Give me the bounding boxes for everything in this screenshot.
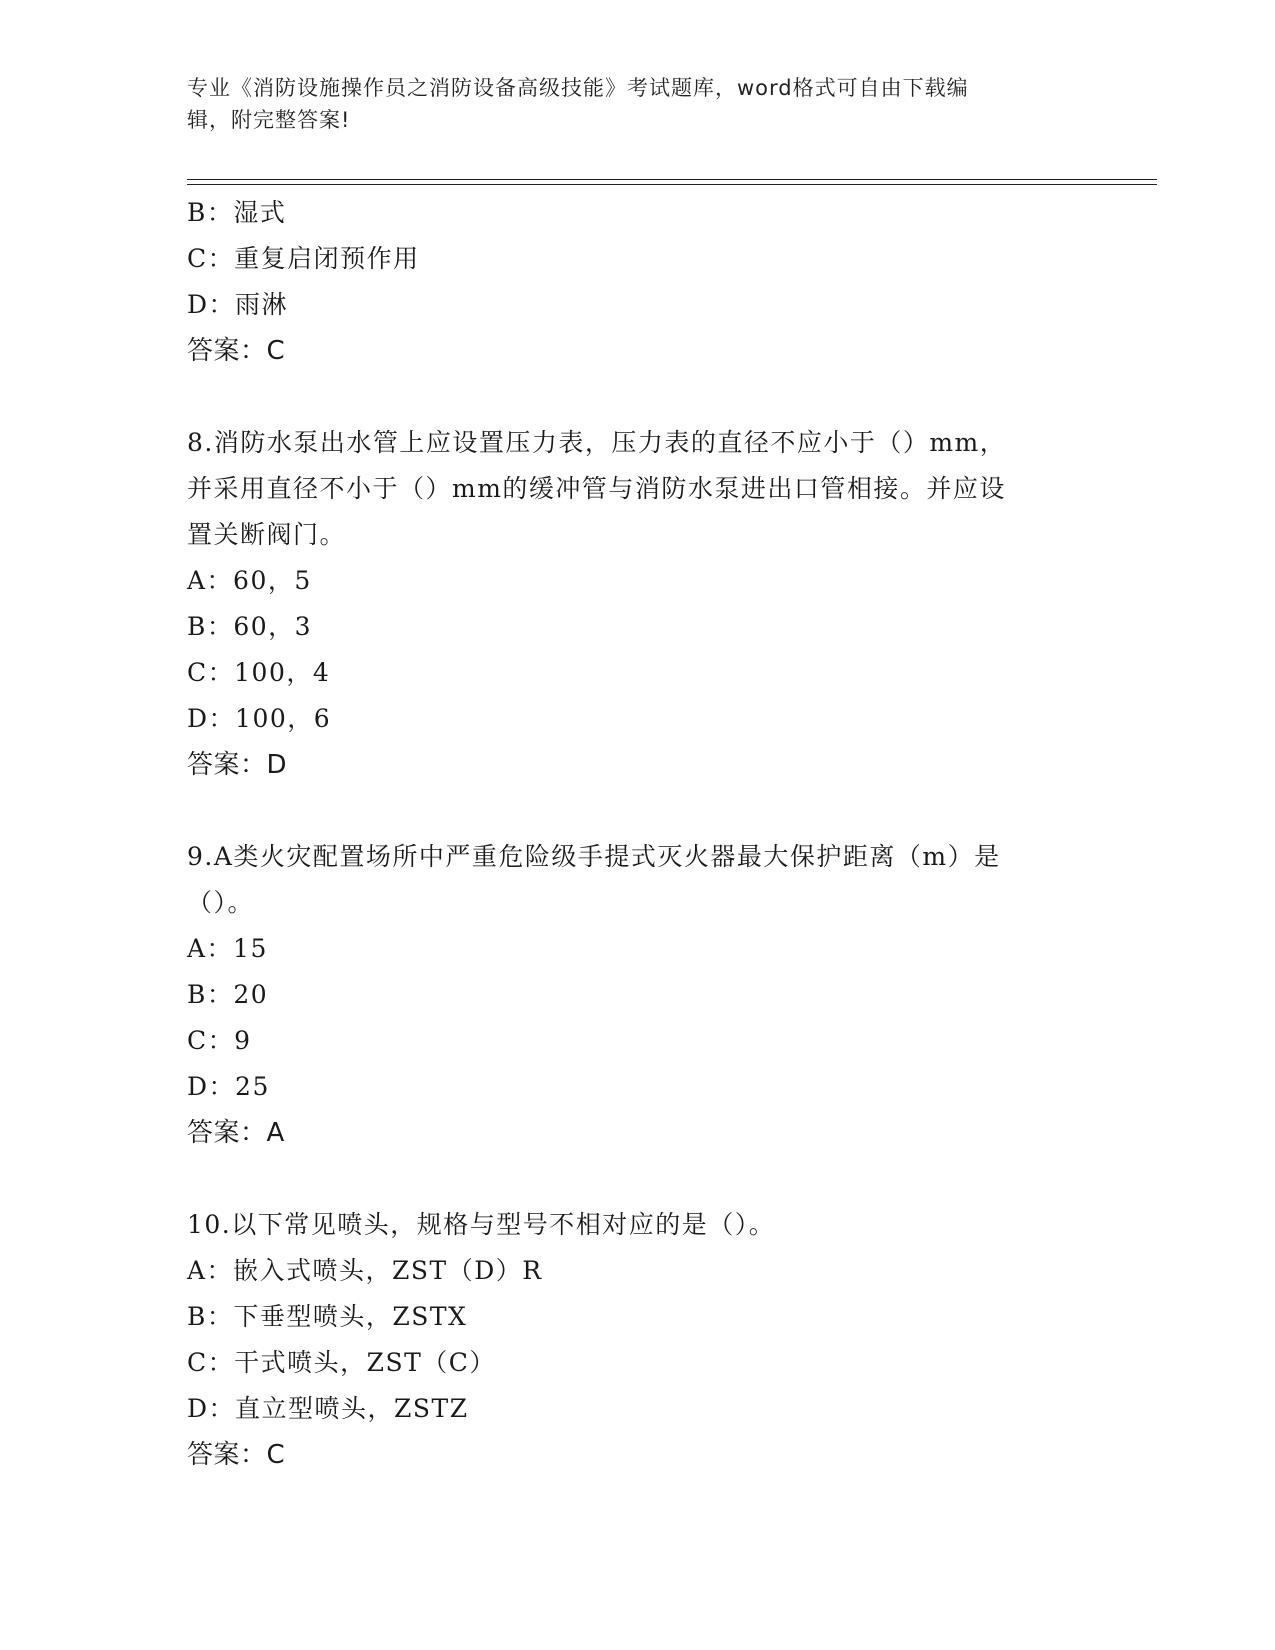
answer-label: 答案：C: [187, 336, 286, 366]
header-line-2: 辑，附完整答案!: [187, 108, 351, 132]
spacer: [187, 788, 1067, 834]
question-stem-line: （）。: [187, 888, 255, 917]
header-rule-bottom: [187, 184, 1157, 185]
question-stem-line: 9.A类火灾配置场所中严重危险级手提式灭火器最大保护距离（m）是: [187, 842, 1001, 871]
question-10: [187, 1202, 1067, 1478]
answer-label: 答案：A: [187, 1118, 285, 1148]
question-stem-line: 置关断阀门。: [187, 520, 347, 549]
option-d: D：直立型喷头，ZSTZ: [187, 1394, 469, 1423]
option-a: A：60，5: [187, 566, 312, 595]
option-c: C：重复启闭预作用: [187, 244, 420, 273]
question-stem-line: 并采用直径不小于（）mm的缓冲管与消防水泵进出口管相接。并应设: [187, 474, 1006, 503]
option-c: C：干式喷头，ZST（C）: [187, 1348, 496, 1377]
answer-label: 答案：C: [187, 1440, 286, 1470]
spacer: [187, 374, 1067, 420]
answer-label: 答案：D: [187, 750, 288, 780]
document-header: [187, 72, 1067, 136]
header-line-1: 专业《消防设施操作员之消防设备高级技能》考试题库，word格式可自由下载编: [187, 76, 969, 100]
question-stem-line: 8.消防水泵出水管上应设置压力表，压力表的直径不应小于（）mm，: [187, 428, 1007, 457]
option-a: A：嵌入式喷头，ZST（D）R: [187, 1256, 543, 1285]
option-d: D：雨淋: [187, 290, 289, 319]
question-stem-line: 10.以下常见喷头，规格与型号不相对应的是（）。: [187, 1210, 776, 1239]
spacer: [187, 1156, 1067, 1202]
option-c: C：100，4: [187, 658, 331, 687]
option-b: B：20: [187, 980, 269, 1009]
option-b: B：湿式: [187, 198, 287, 227]
question-7-tail: [187, 190, 1067, 374]
document-body: [187, 190, 1067, 1478]
header-rule-top: [187, 179, 1157, 180]
option-b: B：下垂型喷头，ZSTX: [187, 1302, 468, 1331]
option-d: D：25: [187, 1072, 270, 1101]
option-c: C：9: [187, 1026, 252, 1055]
option-d: D：100，6: [187, 704, 332, 733]
option-b: B：60，3: [187, 612, 313, 641]
option-a: A：15: [187, 934, 268, 963]
question-9: [187, 834, 1067, 1156]
question-8: [187, 420, 1067, 788]
